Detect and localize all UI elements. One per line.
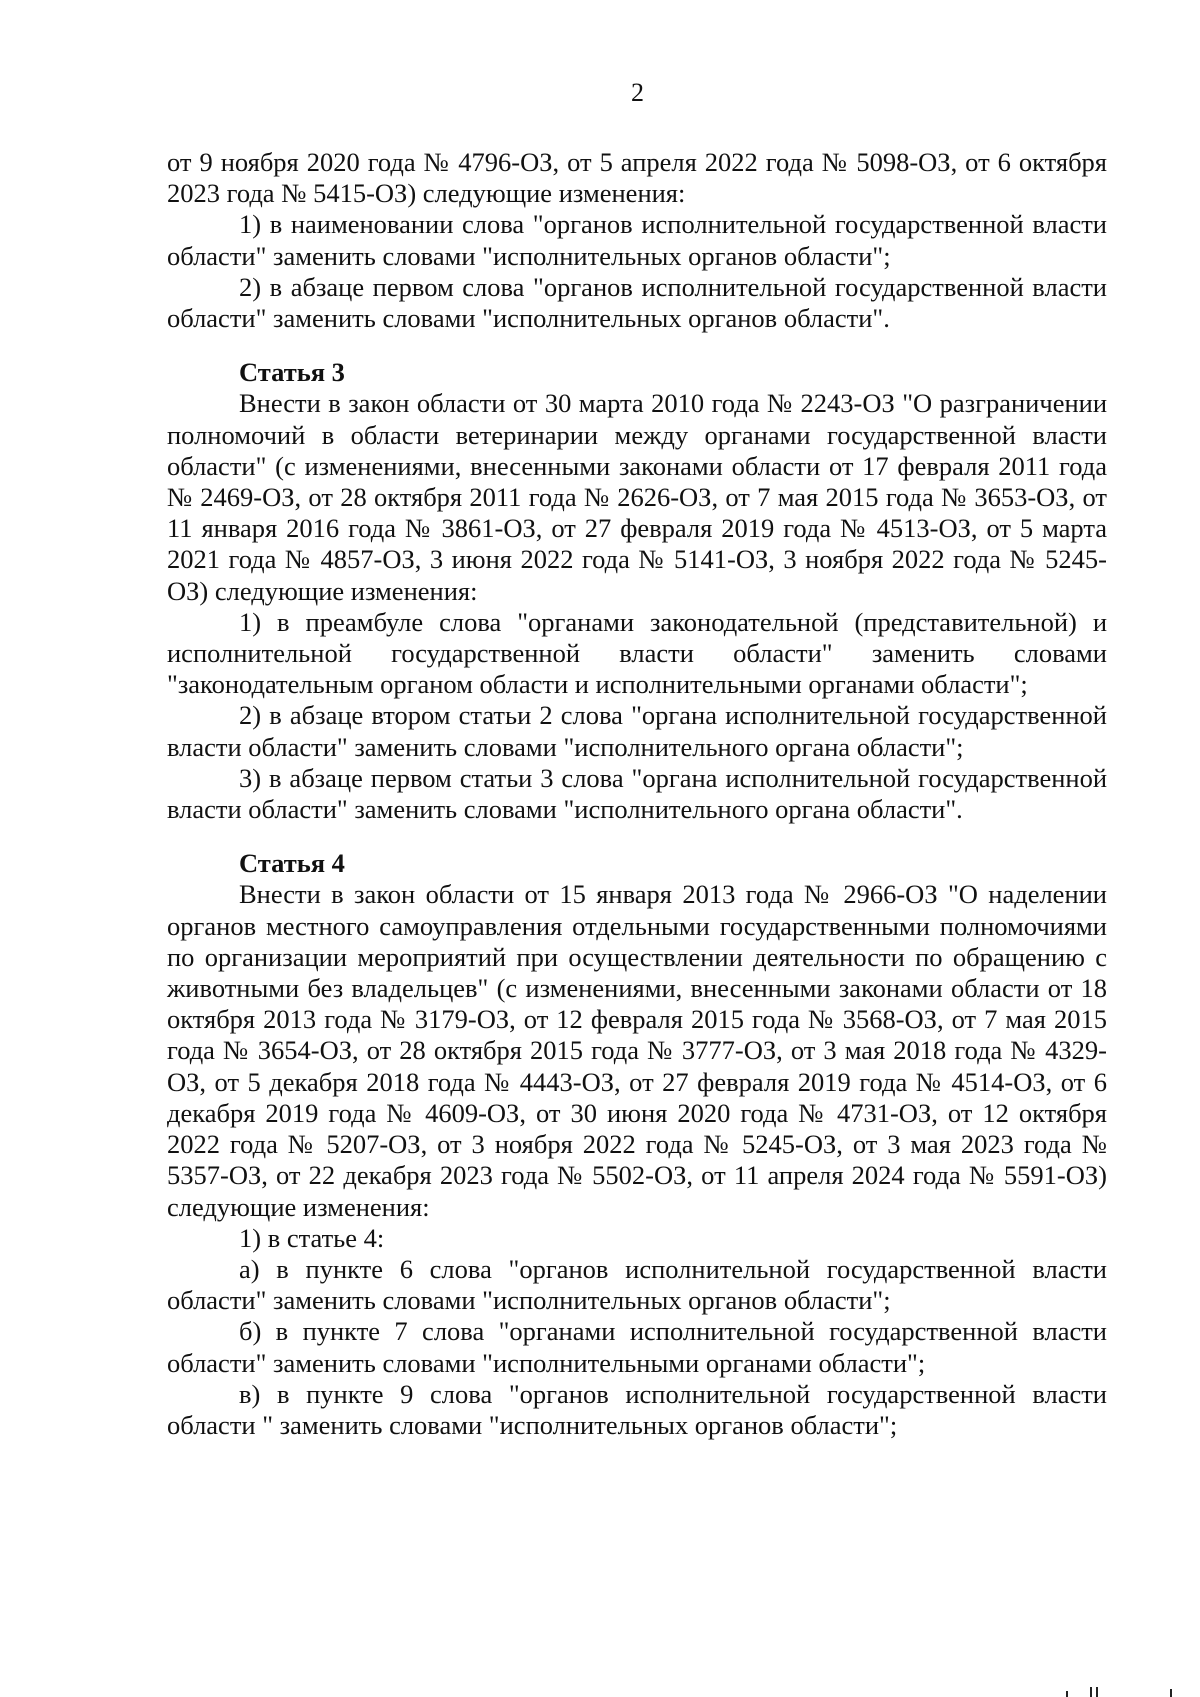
article-4-paragraph-2: 1) в статье 4:: [239, 1222, 385, 1253]
scan-edge-marks: [1060, 1685, 1180, 1697]
scan-mark: [1096, 1687, 1098, 1697]
article-3-paragraph-1: Внести в закон области от 30 марта 2010 года № 2243-ОЗ "О разграничении полномочий в области ветеринарии между органами государственной власти области" (с изменениями, внесенными законами области от 17 февраля 2011 года № 2469-ОЗ, от 28 октября 2011 года № 2626-ОЗ, от 7 мая 2015 года № 3653-ОЗ, от 11 января 2016 года № 3861-ОЗ, от 27 февраля 2019 года № 4513-ОЗ, от 5 марта 2021 года № 4857-ОЗ, 3 июня 2022 года № 5141-ОЗ, 3 ноября 2022 года № 5245-ОЗ) следующие изменения:: [167, 388, 1107, 606]
scan-mark: [1170, 1689, 1172, 1697]
article-4-heading: Статья 4: [239, 848, 345, 879]
article-4-paragraph-4: б) в пункте 7 слова "органами исполнительной государственной власти области" заменить словами "исполнительными органами области";: [167, 1316, 1107, 1378]
scan-mark: [1066, 1691, 1068, 1697]
article-4-paragraph-3: а) в пункте 6 слова "органов исполнительной государственной власти области" заменить словами "исполнительных органов области";: [167, 1253, 1107, 1316]
article-3-paragraph-4: 3) в абзаце первом статьи 3 слова "органа исполнительной государственной власти области" заменить словами "исполнительного органа области".: [167, 762, 1107, 825]
article-3-paragraph-3: 2) в абзаце втором статьи 2 слова "органа исполнительной государственной власти области" заменить словами "исполнительного органа области";: [167, 700, 1107, 762]
intro-paragraph-1: от 9 ноября 2020 года № 4796-ОЗ, от 5 апреля 2022 года № 5098-ОЗ, от 6 октября 2023 года № 5415-ОЗ) следующие изменения:: [167, 147, 1107, 209]
article-4-paragraph-1: Внести в закон области от 15 января 2013 года № 2966-ОЗ "О наделении органов местного самоуправления отдельными государственными полномочиями по организации мероприятий при осуществлении деятельности по обращению с животными без владельцев" (с изменениями, внесенными законами области от 18 октября 2013 года № 3179-ОЗ, от 12 февраля 2015 года № 3568-ОЗ, от 7 мая 2015 года № 3654-ОЗ, от 28 октября 2015 года № 3777-ОЗ, от 3 мая 2018 года № 4329-ОЗ, от 5 декабря 2018 года № 4443-ОЗ, от 27 февраля 2019 года № 4514-ОЗ, от 6 декабря 2019 года № 4609-ОЗ, от 30 июня 2020 года № 4731-ОЗ, от 12 октября 2022 года № 5207-ОЗ, от 3 ноября 2022 года № 5245-ОЗ, от 3 мая 2023 года № 5357-ОЗ, от 22 декабря 2023 года № 5502-ОЗ, от 11 апреля 2024 года № 5591-ОЗ) следующие изменения:: [167, 879, 1107, 1222]
page-number: 2: [631, 78, 644, 107]
intro-paragraph-3: 2) в абзаце первом слова "органов исполнительной государственной власти области" заменить словами "исполнительных органов области".: [167, 271, 1107, 334]
article-3-heading: Статья 3: [239, 357, 345, 388]
article-4-paragraph-5: в) в пункте 9 слова "органов исполнительной государственной власти области " заменить словами "исполнительных органов области";: [167, 1378, 1107, 1440]
document-body: [167, 147, 1107, 1441]
scan-mark: [1090, 1687, 1092, 1697]
article-3-paragraph-2: 1) в преамбуле слова "органами законодательной (представительной) и исполнительной государственной власти области" заменить словами "законодательным органом области и исполнительными органами области";: [167, 606, 1107, 700]
intro-paragraph-2: 1) в наименовании слова "органов исполнительной государственной власти области" заменить словами "исполнительных органов области";: [167, 209, 1107, 271]
